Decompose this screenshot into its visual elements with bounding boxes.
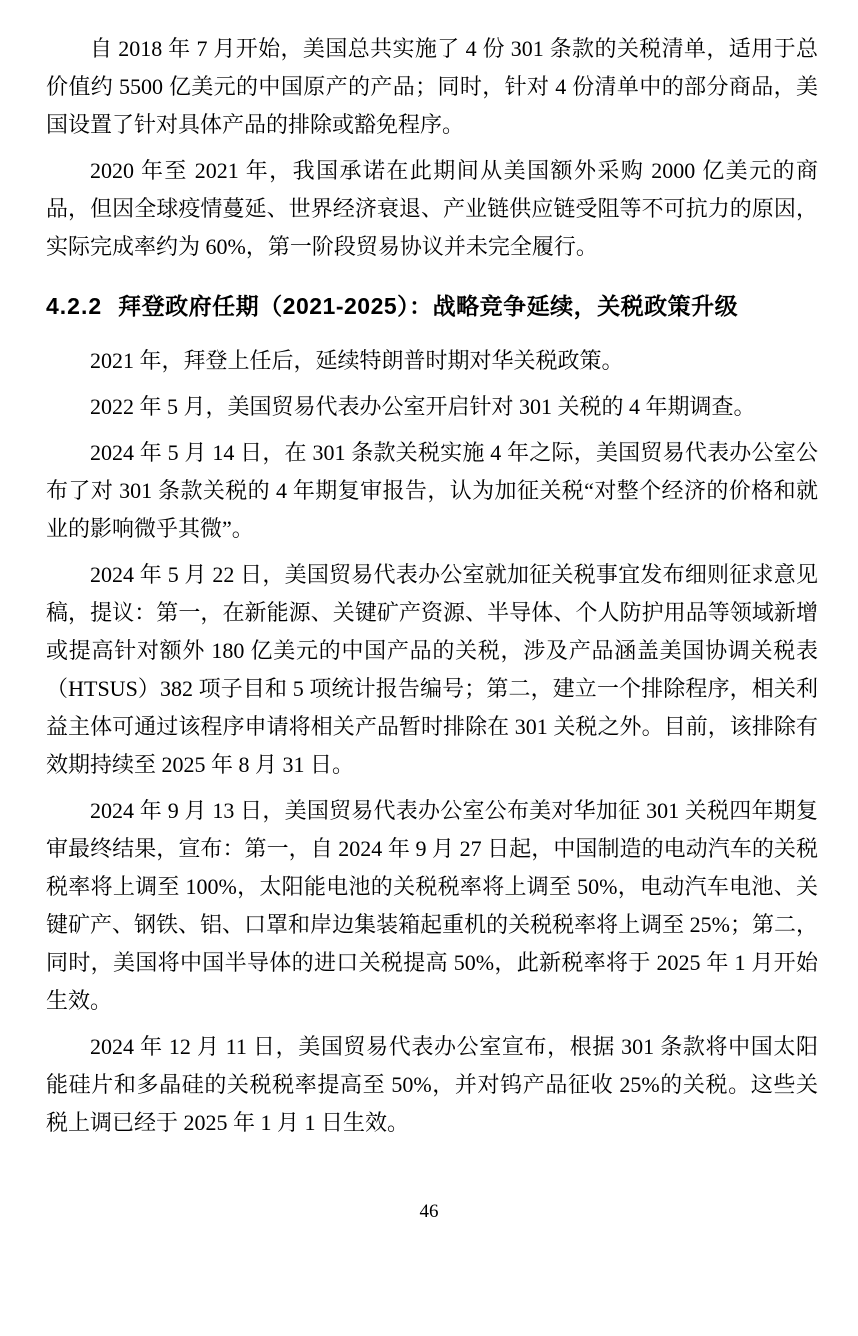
section-paragraph-3: 2024 年 5 月 14 日，在 301 条款关税实施 4 年之际，美国贸易代表办公室公布了对 301 条款关税的 4 年期复审报告，认为加征关税“对整个经济的价格和就业的影响微乎其微”。 [46, 440, 818, 541]
page-number: 46 [419, 1201, 439, 1222]
section-paragraph-4: 2024 年 5 月 22 日，美国贸易代表办公室就加征关税事宜发布细则征求意见稿，提议：第一，在新能源、关键矿产资源、半导体、个人防护用品等领域新增或提高针对额外 180 亿美元的中国产品的关税，涉及产品涵盖美国协调关税表（HTSUS）382 项子目和 5 项统计报告编号；第二，建立一个排除程序，相关利益主体可通过该程序申请将相关产品暂时排除在 301 关税之外。目前，该排除有效期持续至 2025 年 8 月 31 日。 [46, 562, 818, 777]
section-paragraph-2: 2022 年 5 月，美国贸易代表办公室开启针对 301 关税的 4 年期调查。 [90, 394, 756, 419]
section-paragraph-1: 2021 年，拜登上任后，延续特朗普时期对华关税政策。 [90, 348, 624, 373]
intro-paragraph-1: 自 2018 年 7 月开始，美国总共实施了 4 份 301 条款的关税清单，适用于总价值约 5500 亿美元的中国原产的产品；同时，针对 4 份清单中的部分商品，美国设置了针对具体产品的排除或豁免程序。 [46, 36, 818, 137]
intro-paragraph-2: 2020 年至 2021 年，我国承诺在此期间从美国额外采购 2000 亿美元的商品，但因全球疫情蔓延、世界经济衰退、产业链供应链受阻等不可抗力的原因，实际完成率约为 60%，第一阶段贸易协议并未完全履行。 [46, 158, 818, 259]
section-heading-number: 4.2.2 [46, 293, 103, 319]
section-paragraph-5: 2024 年 9 月 13 日，美国贸易代表办公室公布美对华加征 301 关税四年期复审最终结果，宣布：第一，自 2024 年 9 月 27 日起，中国制造的电动汽车的关税税率将上调至 100%，太阳能电池的关税税率将上调至 50%，电动汽车电池、关键矿产、钢铁、铝、口罩和岸边集装箱起重机的关税税率将上调至 25%；第二，同时，美国将中国半导体的进口关税提高 50%，此新税率将于 2025 年 1 月开始生效。 [46, 798, 818, 1013]
section-heading [46, 290, 818, 322]
section-paragraph-6: 2024 年 12 月 11 日，美国贸易代表办公室宣布，根据 301 条款将中国太阳能硅片和多晶硅的关税税率提高至 50%，并对钨产品征收 25%的关税。这些关税上调已经于 2025 年 1 月 1 日生效。 [46, 1034, 818, 1135]
section-heading-title: 拜登政府任期（2021-2025）：战略竞争延续，关税政策升级 [118, 293, 739, 319]
